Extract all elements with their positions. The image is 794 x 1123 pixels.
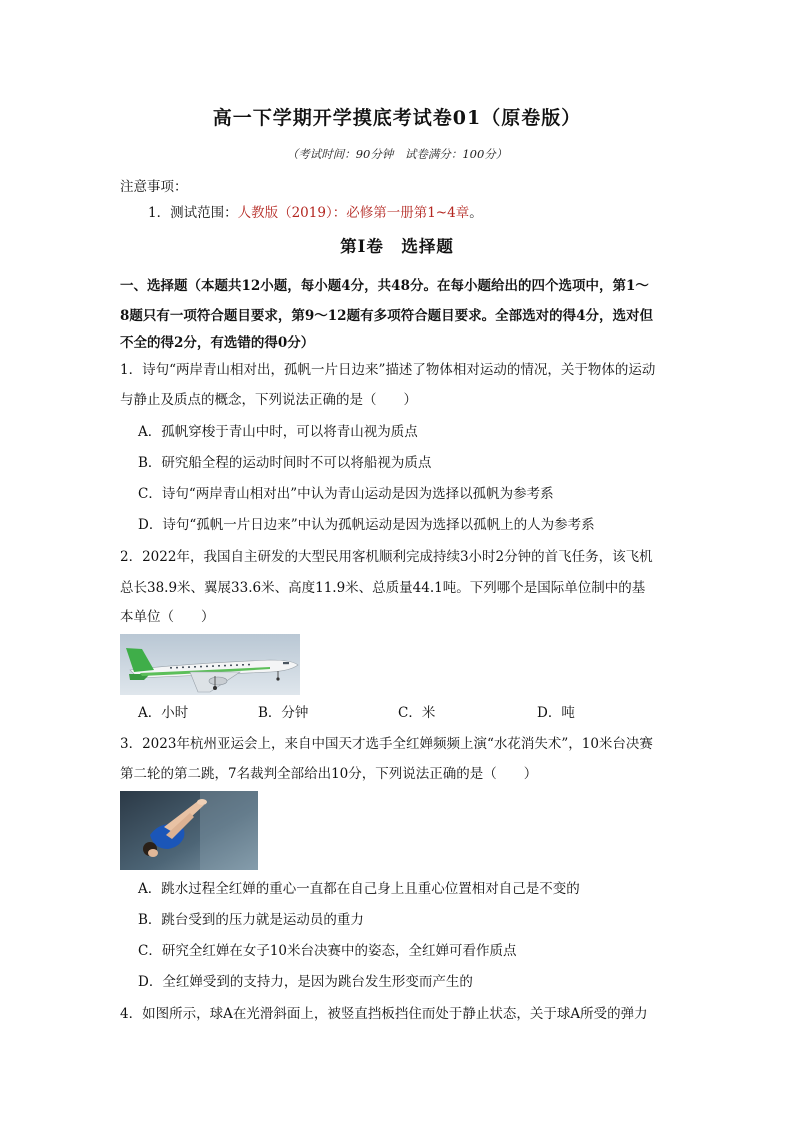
q3-option-a: A．跳水过程全红婵的重心一直都在自己身上且重心位置相对自己是不变的 bbox=[138, 881, 580, 897]
q1-option-c: C．诗句“两岸青山相对出”中认为青山运动是因为选择以孤帆为参考系 bbox=[138, 486, 554, 502]
exam-title: 高一下学期开学摸底考试卷01（原卷版） bbox=[212, 107, 582, 129]
q1-option-b: B．研究船全程的运动时间时不可以将船视为质点 bbox=[138, 455, 432, 471]
q2-option-d: D．吨 bbox=[537, 705, 575, 721]
diver-photo bbox=[120, 791, 258, 870]
q2-option-b: B．分钟 bbox=[258, 705, 309, 721]
q4-stem-line: 4．如图所示，球A在光滑斜面上，被竖直挡板挡住而处于静止状态，关于球A所受的弹力 bbox=[120, 1006, 648, 1022]
q2-stem-line: 总长38.9米、翼展33.6米、高度11.9米、总质量44.1吨。下列哪个是国际单位制中的基 bbox=[120, 580, 646, 596]
part1-line: 不全的得2分，有选错的得0分） bbox=[120, 335, 315, 351]
exam-subtitle: （考试时间：90分钟 试卷满分：100分） bbox=[286, 147, 508, 161]
airplane-photo bbox=[120, 634, 300, 695]
q2-stem-line: 2．2022年，我国自主研发的大型民用客机顺利完成持续3小时2分钟的首飞任务，该飞机 bbox=[120, 549, 653, 565]
section-title: 第Ⅰ卷 选择题 bbox=[340, 237, 454, 256]
q1-stem-line: 1．诗句“两岸青山相对出，孤帆一片日边来”描述了物体相对运动的情况，关于物体的运动 bbox=[120, 362, 656, 378]
q2-option-c: C．米 bbox=[398, 705, 436, 721]
q2-option-a: A．小时 bbox=[138, 705, 189, 721]
notice-item-highlight: 人教版（2019）：必修第一册第1~4章 bbox=[237, 205, 470, 221]
diver-icon bbox=[120, 791, 258, 870]
notice-item bbox=[148, 203, 708, 223]
q3-option-d: D．全红婵受到的支持力，是因为跳台发生形变而产生的 bbox=[138, 974, 473, 990]
part1-line: 一、选择题（本题共12小题，每小题4分，共48分。在每小题给出的四个选项中，第1～ bbox=[120, 278, 649, 294]
notice-heading: 注意事项： bbox=[120, 179, 188, 195]
q1-stem-line: 与静止及质点的概念，下列说法正确的是（ ） bbox=[120, 392, 417, 408]
q3-stem-line: 第二轮的第二跳，7名裁判全部给出10分，下列说法正确的是（ ） bbox=[120, 766, 538, 782]
q3-option-b: B．跳台受到的压力就是运动员的重力 bbox=[138, 912, 364, 928]
notice-item-prefix: 1．测试范围： bbox=[148, 205, 238, 221]
q3-option-c: C．研究全红婵在女子10米台决赛中的姿态，全红婵可看作质点 bbox=[138, 943, 517, 959]
q1-option-a: A．孤帆穿梭于青山中时，可以将青山视为质点 bbox=[138, 424, 418, 440]
q3-stem-line: 3．2023年杭州亚运会上，来自中国天才选手全红婵频频上演“水花消失术”，10米台决赛 bbox=[120, 736, 653, 752]
part1-line: 8题只有一项符合题目要求，第9～12题有多项符合题目要求。全部选对的得4分，选对但 bbox=[120, 308, 653, 324]
notice-item-suffix: 。 bbox=[469, 205, 483, 221]
airplane-icon bbox=[120, 634, 300, 695]
q1-option-d: D．诗句“孤帆一片日边来”中认为孤帆运动是因为选择以孤帆上的人为参考系 bbox=[138, 517, 595, 533]
q2-stem-line: 本单位（ ） bbox=[120, 609, 215, 625]
